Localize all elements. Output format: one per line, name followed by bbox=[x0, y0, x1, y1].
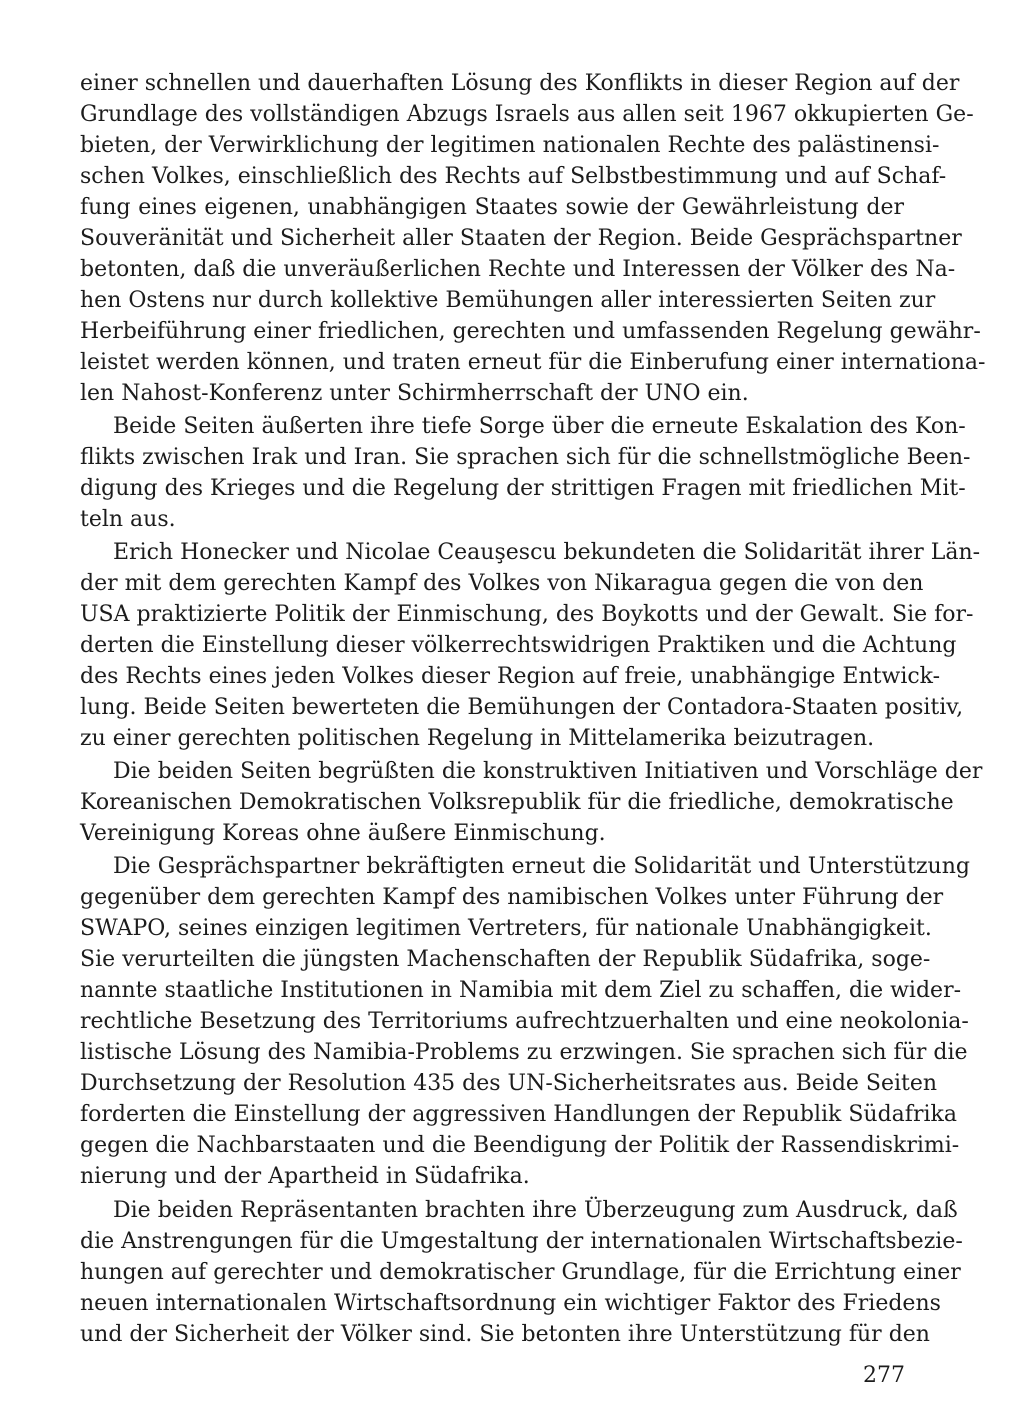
text-line: teln aus. bbox=[80, 507, 176, 532]
text-line: Beide Seiten äußerten ihre tiefe Sorge über die erneute Eskalation des Kon- bbox=[113, 414, 966, 439]
text-line: nannte staatliche Institutionen in Namibia mit dem Ziel zu schaffen, die wider- bbox=[80, 978, 962, 1003]
text-line: hen Ostens nur durch kollektive Bemühungen aller interessierten Seiten zur bbox=[80, 288, 936, 313]
text-line: der mit dem gerechten Kampf des Volkes von Nikaragua gegen die von den bbox=[80, 571, 924, 596]
text-line: Grundlage des vollständigen Abzugs Israels aus allen seit 1967 okkupierten Ge- bbox=[80, 102, 974, 127]
text-line: lung. Beide Seiten bewerteten die Bemühungen der Contadora-Staaten positiv, bbox=[80, 695, 964, 720]
text-line: Herbeiführung einer friedlichen, gerechten und umfassenden Regelung gewähr- bbox=[80, 319, 981, 344]
text-line: neuen internationalen Wirtschaftsordnung ein wichtiger Faktor des Friedens bbox=[80, 1291, 941, 1316]
text-line: hungen auf gerechter und demokratischer Grundlage, für die Errichtung einer bbox=[80, 1260, 961, 1285]
text-line: Erich Honecker und Nicolae Ceauşescu bekundeten die Solidarität ihrer Län- bbox=[113, 540, 981, 565]
text-line: SWAPO, seines einzigen legitimen Vertreters, für nationale Unabhängigkeit. bbox=[80, 916, 932, 941]
text-line: flikts zwischen Irak und Iran. Sie sprachen sich für die schnellstmögliche Been- bbox=[80, 445, 971, 470]
text-line: Durchsetzung der Resolution 435 des UN-Sicherheitsrates aus. Beide Seiten bbox=[80, 1071, 938, 1096]
text-line: derten die Einstellung dieser völkerrechtswidrigen Praktiken und die Achtung bbox=[80, 633, 957, 658]
text-line: einer schnellen und dauerhaften Lösung des Konflikts in dieser Region auf der bbox=[80, 71, 960, 96]
text-line: Die beiden Repräsentanten brachten ihre Überzeugung zum Ausdruck, daß bbox=[113, 1198, 958, 1223]
text-line: leistet werden können, und traten erneut für die Einberufung einer internationa- bbox=[80, 350, 986, 375]
text-line: bieten, der Verwirklichung der legitimen nationalen Rechte des palästinensi- bbox=[80, 133, 940, 158]
text-line: rechtliche Besetzung des Territoriums aufrechtzuerhalten und eine neokolonia- bbox=[80, 1009, 969, 1034]
text-line: des Rechts eines jeden Volkes dieser Region auf freie, unabhängige Entwick- bbox=[80, 664, 941, 689]
text-line: gegen die Nachbarstaaten und die Beendigung der Politik der Rassendiskrimi- bbox=[80, 1133, 960, 1158]
text-line: fung eines eigenen, unabhängigen Staates sowie der Gewährleistung der bbox=[80, 195, 904, 220]
text-line: Sie verurteilten die jüngsten Machenschaften der Republik Südafrika, soge- bbox=[80, 947, 931, 972]
text-line: Vereinigung Koreas ohne äußere Einmischung. bbox=[80, 821, 606, 846]
text-line: schen Volkes, einschließlich des Rechts auf Selbstbestimmung und auf Schaf- bbox=[80, 164, 947, 189]
text-line: und der Sicherheit der Völker sind. Sie betonten ihre Unterstützung für den bbox=[80, 1322, 930, 1347]
text-line: len Nahost-Konferenz unter Schirmherrschaft der UNO ein. bbox=[80, 381, 749, 406]
text-line: USA praktizierte Politik der Einmischung, des Boykotts und der Gewalt. Sie for- bbox=[80, 602, 974, 627]
page-number: 277 bbox=[863, 1363, 905, 1388]
text-line: gegenüber dem gerechten Kampf des namibischen Volkes unter Führung der bbox=[80, 885, 944, 910]
text-line: zu einer gerechten politischen Regelung in Mittelamerika beizutragen. bbox=[80, 726, 875, 751]
text-line: betonten, daß die unveräußerlichen Rechte und Interessen der Völker des Na- bbox=[80, 257, 956, 282]
text-line: nierung und der Apartheid in Südafrika. bbox=[80, 1164, 530, 1189]
text-line: Die beiden Seiten begrüßten die konstruktiven Initiativen und Vorschläge der bbox=[113, 759, 983, 784]
text-line: listische Lösung des Namibia-Problems zu erzwingen. Sie sprachen sich für die bbox=[80, 1040, 968, 1065]
text-line: Die Gesprächspartner bekräftigten erneut die Solidarität und Unterstützung bbox=[113, 854, 970, 879]
text-line: Souveränität und Sicherheit aller Staaten der Region. Beide Gesprächspartner bbox=[80, 226, 962, 251]
text-line: digung des Krieges und die Regelung der strittigen Fragen mit friedlichen Mit- bbox=[80, 476, 966, 501]
text-line: forderten die Einstellung der aggressiven Handlungen der Republik Südafrika bbox=[80, 1102, 957, 1127]
text-line: die Anstrengungen für die Umgestaltung der internationalen Wirtschaftsbezie- bbox=[80, 1229, 963, 1254]
text-line: Koreanischen Demokratischen Volksrepublik für die friedliche, demokratische bbox=[80, 790, 954, 815]
